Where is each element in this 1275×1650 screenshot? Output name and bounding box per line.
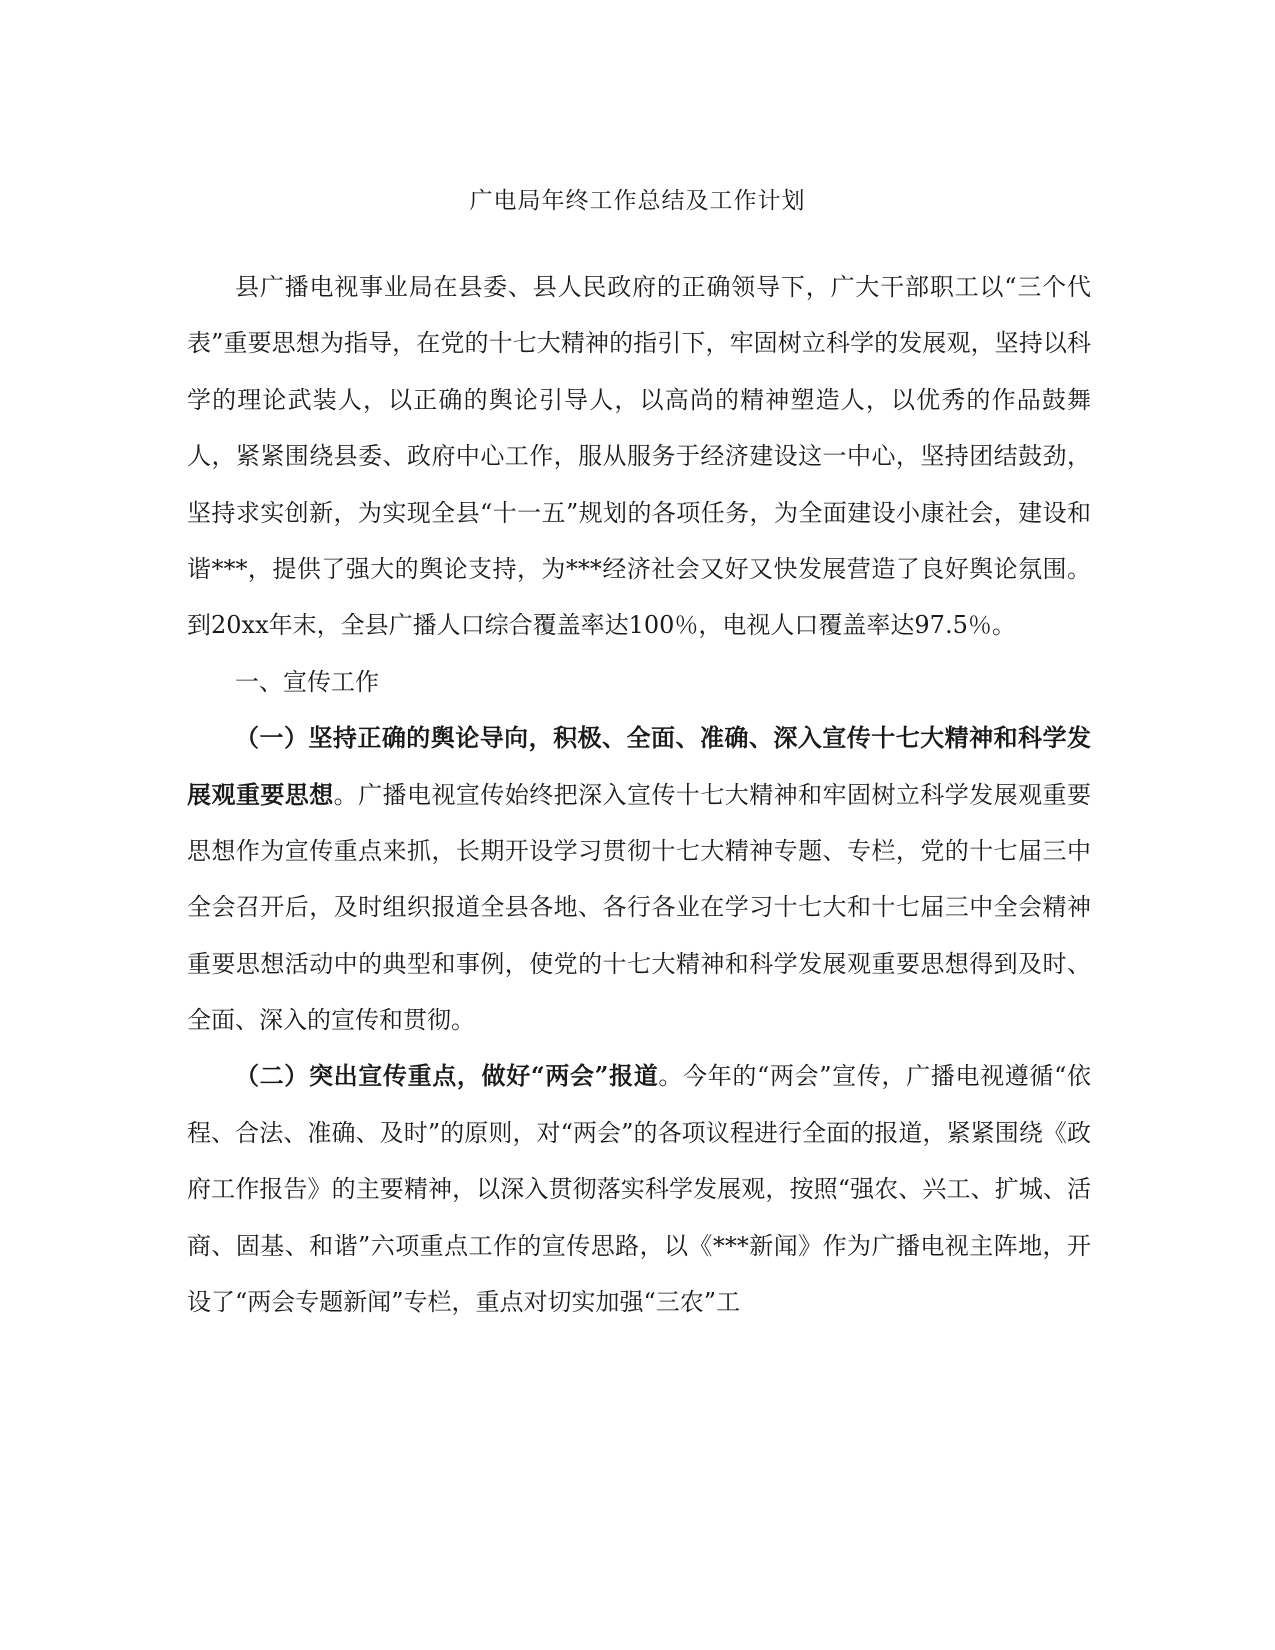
item-1-paragraph	[187, 710, 1091, 1048]
item-2-body: 。今年的“两会”宣传，广播电视遵循“依程、合法、准确、及时”的原则，对“两会”的各项议程进行全面的报道，紧紧围绕《政府工作报告》的主要精神，以深入贯彻落实科学发展观，按照“强农、兴工、扩城、活商、固基、和谐”六项重点工作的宣传思路，以《***新闻》作为广播电视主阵地，开设了“两会专题新闻”专栏，重点对切实加强“三农”工	[187, 1062, 1092, 1317]
item-1-lead: （一）坚持正确的舆论导向，积极、全面、准确、深入宣传十七大精神和科学发展观重要思想	[187, 723, 1091, 809]
section-heading-propaganda: 一、宣传工作	[235, 667, 379, 696]
document-body	[187, 259, 1091, 1330]
intro-paragraph: 县广播电视事业局在县委、县人民政府的正确领导下，广大干部职工以“三个代表”重要思想为指导，在党的十七大精神的指引下，牢固树立科学的发展观，坚持以科学的理论武装人，以正确的舆论引导人，以高尚的精神塑造人，以优秀的作品鼓舞人，紧紧围绕县委、政府中心工作，服从服务于经济建设这一中心，坚持团结鼓劲，坚持求实创新，为实现全县“十一五”规划的各项任务，为全面建设小康社会，建设和谐***，提供了强大的舆论支持，为***经济社会又好又快发展营造了良好舆论氛围。到20xx年末，全县广播人口综合覆盖率达100％，电视人口覆盖率达97.5％。	[187, 273, 1091, 640]
document-title: 广电局年终工作总结及工作计划	[469, 188, 806, 214]
item-1-body: 。广播电视宣传始终把深入宣传十七大精神和牢固树立科学发展观重要思想作为宣传重点来抓，长期开设学习贯彻十七大精神专题、专栏，党的十七届三中全会召开后，及时组织报道全县各地、各行各业在学习十七大和十七届三中全会精神重要思想活动中的典型和事例，使党的十七大精神和科学发展观重要思想得到及时、全面、深入的宣传和贯彻。	[187, 780, 1092, 1035]
item-2-lead: （二）突出宣传重点，做好“两会”报道	[235, 1061, 659, 1091]
item-2-paragraph	[187, 1048, 1091, 1330]
